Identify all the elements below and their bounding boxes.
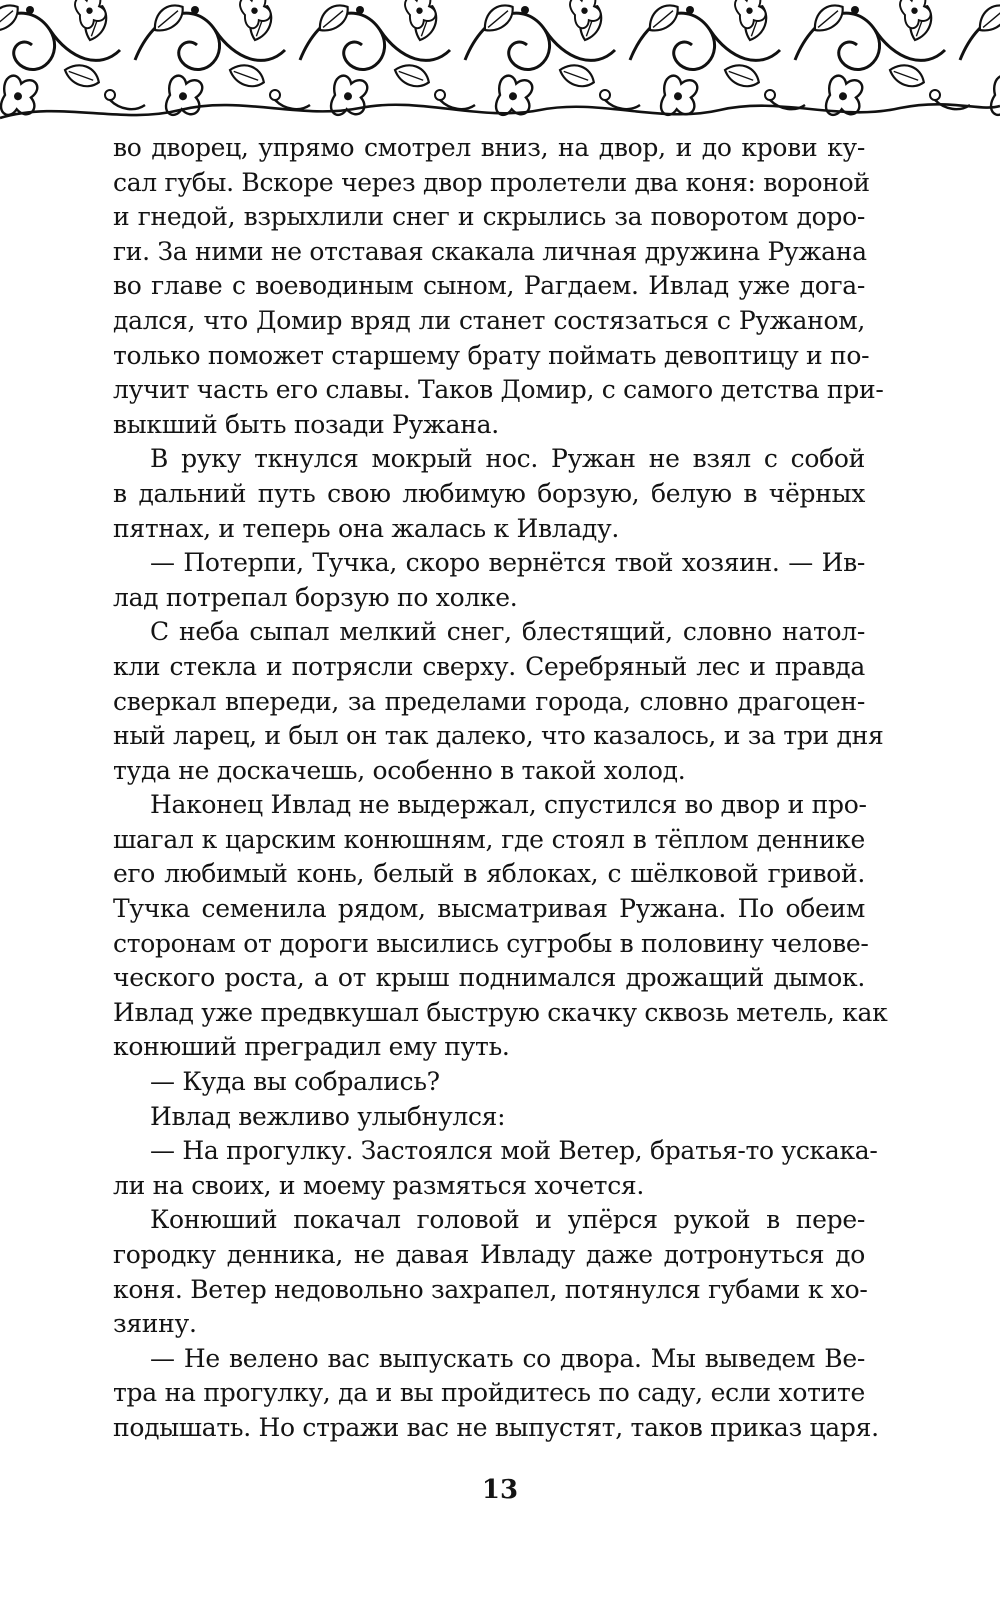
text-line: кли стекла и потрясли сверху. Серебряный лес и правда xyxy=(113,651,865,681)
text-line: городку денника, не давая Ивладу даже дотронуться до xyxy=(113,1240,865,1269)
text-line: сал губы. Вскоре через двор пролетели два коня: вороной xyxy=(113,167,870,197)
text-line: — Потерпи, Тучка, скоро вернётся твой хозяин. — Ив- xyxy=(150,548,865,578)
body-text xyxy=(113,131,888,1446)
text-line: туда не доскачешь, особенно в такой холод. xyxy=(113,755,686,785)
text-line: подышать. Но стражи вас не выпустят, таков приказ царя. xyxy=(113,1412,879,1442)
text-line: выкший быть позади Ружана. xyxy=(113,409,499,439)
text-line: дался, что Домир вряд ли станет состязаться с Ружаном, xyxy=(113,305,865,335)
text-line: — Куда вы собрались? xyxy=(150,1067,440,1097)
text-line: лучит часть его славы. Таков Домир, с самого детства при- xyxy=(113,375,884,405)
floral-ornament-header xyxy=(0,0,1000,125)
text-line: Наконец Ивлад не выдержал, спустился во двор и про- xyxy=(150,790,867,820)
text-line: пятнах, и теперь она жалась к Ивладу. xyxy=(113,513,620,543)
text-line: Ивлад вежливо улыбнулся: xyxy=(150,1101,506,1131)
text-line: В руку ткнулся мокрый нос. Ружан не взял с собой xyxy=(150,444,865,474)
text-line: сторонам от дороги высились сугробы в половину челове- xyxy=(113,928,869,958)
text-line: в дальний путь свою любимую борзую, белую в чёрных xyxy=(113,478,865,508)
text-line: конюший преградил ему путь. xyxy=(113,1032,510,1062)
page-number: 13 xyxy=(481,1475,519,1505)
text-line: — Не велено вас выпускать со двора. Мы выведем Ве- xyxy=(150,1343,865,1373)
text-line: ги. За ними не отставая скакала личная дружина Ружана xyxy=(113,236,867,266)
text-line: шагал к царским конюшням, где стоял в тёплом деннике xyxy=(113,824,865,854)
text-line: Тучка семенила рядом, высматривая Ружана. По обеим xyxy=(113,894,865,924)
text-line: и гнедой, взрыхлили снег и скрылись за поворотом доро- xyxy=(113,202,865,232)
text-line: только поможет старшему брату поймать девоптицу и по- xyxy=(113,340,870,370)
text-line: сверкал впереди, за пределами города, словно драгоцен- xyxy=(113,686,865,716)
text-line: — На прогулку. Застоялся мой Ветер, братья-то ускака- xyxy=(150,1136,878,1166)
text-line: Ивлад уже предвкушал быструю скачку сквозь метель, как xyxy=(113,997,888,1027)
text-line: его любимый конь, белый в яблоках, с шёлковой гривой. xyxy=(113,859,865,889)
text-line: ный ларец, и был он так далеко, что казалось, и за три дня xyxy=(113,721,884,751)
text-line: Конюший покачал головой и упёрся рукой в пере- xyxy=(150,1205,865,1235)
text-line: во дворец, упрямо смотрел вниз, на двор, и до крови ку- xyxy=(113,133,865,162)
text-line: С неба сыпал мелкий снег, блестящий, словно натол- xyxy=(150,617,865,647)
text-line: лад потрепал борзую по холке. xyxy=(113,582,518,612)
text-line: ческого роста, а от крыш поднимался дрожащий дымок. xyxy=(113,963,865,993)
text-line: коня. Ветер недовольно захрапел, потянулся губами к хо- xyxy=(113,1274,868,1304)
text-line: во главе с воеводиным сыном, Рагдаем. Ивлад уже дога- xyxy=(113,271,865,301)
text-line: тра на прогулку, да и вы пройдитесь по саду, если хотите xyxy=(113,1378,865,1408)
text-line: зяину. xyxy=(113,1309,197,1339)
text-line: ли на своих, и моему размяться хочется. xyxy=(113,1170,645,1200)
